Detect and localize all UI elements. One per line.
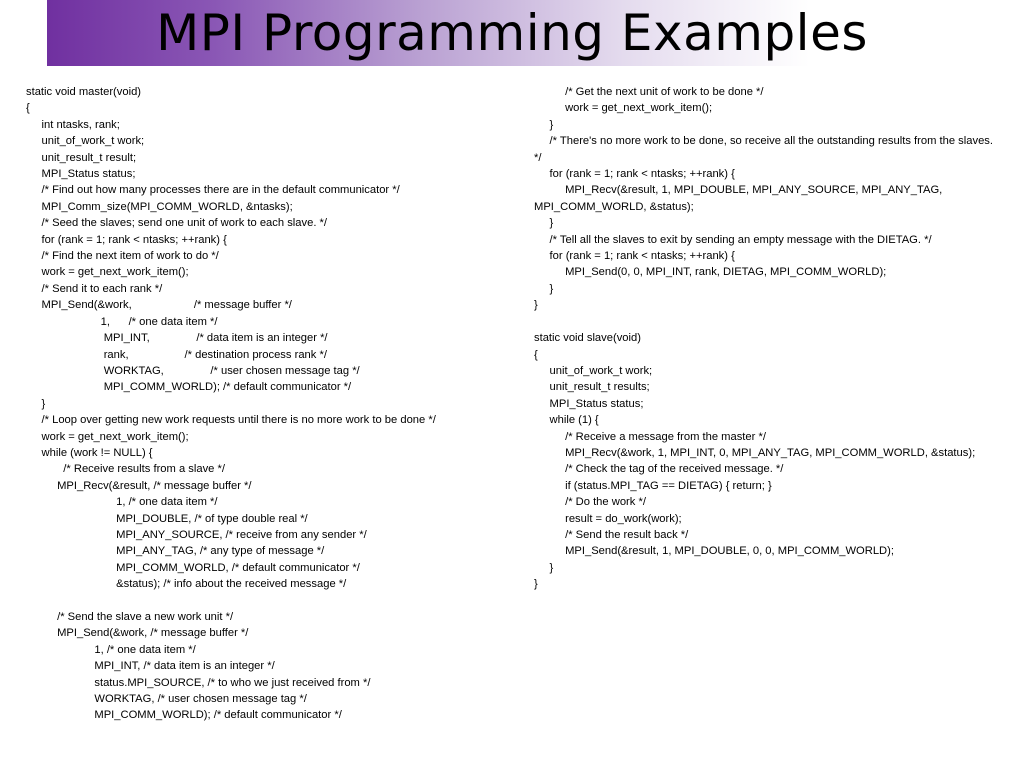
code-line: /* Send the slave a new work unit */ [26,611,234,623]
code-column-left [26,84,506,724]
code-line: /* Seed the slaves; send one unit of work to each slave. */ [26,217,327,230]
code-line: unit_result_t results; [534,381,650,394]
code-line: unit_of_work_t work; [534,364,653,377]
code-line: &status); /* info about the received message */ [26,578,347,591]
code-line: MPI_Status status; [26,168,136,181]
code-line: if (status.MPI_TAG == DIETAG) { return; } [534,479,772,492]
code-line: 1, /* one data item */ [26,496,218,509]
code-line: /* Receive results from a slave */ [26,463,225,476]
code-column-right [534,84,997,593]
code-line: for (rank = 1; rank < ntasks; ++rank) { [534,168,735,181]
code-line: /* Get the next unit of work to be done */ [534,86,764,98]
code-line: static void master(void) [26,86,142,98]
code-line: WORKTAG, /* user chosen message tag */ [26,364,360,377]
code-line: MPI_DOUBLE, /* of type double real */ [26,512,308,525]
code-line: /* Tell all the slaves to exit by sending an empty message with the DIETAG. */ [534,233,932,246]
code-line: /* There's no more work to be done, so receive all the outstanding results from the slaves. */ [534,135,997,164]
code-line: MPI_COMM_WORLD); /* default communicator */ [26,381,352,394]
code-line: for (rank = 1; rank < ntasks; ++rank) { [534,250,735,263]
code-line: MPI_INT, /* data item is an integer */ [26,660,275,673]
code-line: work = get_next_work_item(); [26,430,189,443]
code-line: /* Do the work */ [534,496,646,509]
code-line: MPI_Recv(&result, 1, MPI_DOUBLE, MPI_ANY_SOURCE, MPI_ANY_TAG, MPI_COMM_WORLD, &status); [534,184,946,213]
code-line: /* Find out how many processes there are in the default communicator */ [26,184,400,197]
code-line: work = get_next_work_item(); [26,266,189,279]
code-line: } [534,282,554,295]
code-line [534,314,994,330]
code-line: /* Loop over getting new work requests until there is no more work to be done */ [26,414,436,427]
code-line: } [534,299,538,312]
code-line: MPI_Recv(&result, /* message buffer */ [26,479,252,492]
code-line: } [534,217,554,230]
code-line: /* Send the result back */ [534,528,689,541]
code-line: } [534,561,554,574]
code-line: MPI_Send(&work, /* message buffer */ [26,627,249,640]
code-line: static void slave(void) [534,332,641,345]
code-line: { [534,348,538,361]
code-line: MPI_Send(0, 0, MPI_INT, rank, DIETAG, MPI_COMM_WORLD); [534,266,887,279]
code-line: } [534,578,538,591]
code-line: MPI_Recv(&work, 1, MPI_INT, 0, MPI_ANY_TAG, MPI_COMM_WORLD, &status); [534,446,976,459]
code-line: MPI_COMM_WORLD); /* default communicator */ [26,709,342,722]
code-line: unit_of_work_t work; [26,135,145,148]
code-line: WORKTAG, /* user chosen message tag */ [26,693,307,706]
code-line: } [534,118,554,131]
code-line: MPI_ANY_SOURCE, /* receive from any sender */ [26,528,367,541]
code-line: /* Find the next item of work to do */ [26,250,219,263]
code-line: MPI_Send(&result, 1, MPI_DOUBLE, 0, 0, MPI_COMM_WORLD); [534,545,894,558]
code-line: while (work != NULL) { [26,446,153,459]
code-line: MPI_INT, /* data item is an integer */ [26,332,328,345]
code-line: MPI_COMM_WORLD, /* default communicator */ [26,561,360,574]
code-line: /* Receive a message from the master */ [534,430,766,443]
code-line: 1, /* one data item */ [26,643,196,656]
code-line: while (1) { [534,414,599,427]
code-line: rank, /* destination process rank */ [26,348,327,361]
code-line: int ntasks, rank; [26,118,120,131]
code-line [26,593,506,609]
code-line: MPI_Send(&work, /* message buffer */ [26,299,292,312]
code-line: work = get_next_work_item(); [534,102,713,115]
code-line: { [26,102,30,115]
code-line: /* Send it to each rank */ [26,282,163,295]
code-line: unit_result_t result; [26,151,137,164]
code-line: MPI_ANY_TAG, /* any type of message */ [26,545,325,558]
slide-title: MPI Programming Examples [156,4,868,62]
code-line: for (rank = 1; rank < ntasks; ++rank) { [26,233,227,246]
code-line: 1, /* one data item */ [26,315,218,328]
code-line: } [26,397,46,410]
code-line: status.MPI_SOURCE, /* to who we just received from */ [26,676,371,689]
code-line: MPI_Comm_size(MPI_COMM_WORLD, &ntasks); [26,200,293,213]
code-line: MPI_Status status; [534,397,644,410]
code-line: /* Check the tag of the received message. */ [534,463,784,476]
code-line: result = do_work(work); [534,512,682,525]
